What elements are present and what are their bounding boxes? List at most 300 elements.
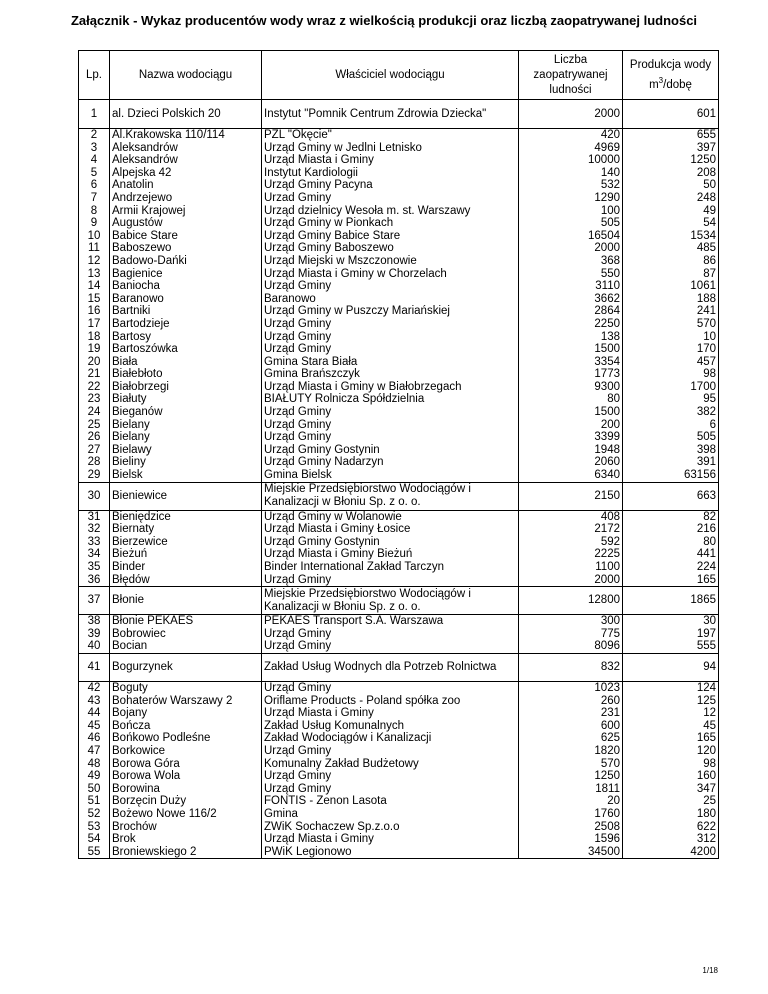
cell-name: Błonie bbox=[110, 587, 262, 615]
cell-lp: 12 bbox=[79, 255, 110, 268]
table-row bbox=[79, 368, 719, 381]
table-row bbox=[79, 456, 719, 469]
cell-name: Baniocha bbox=[110, 280, 262, 293]
cell-name: Boguty bbox=[110, 681, 262, 694]
cell-owner: Urząd Miasta i Gminy w Białobrzegach bbox=[262, 381, 519, 394]
table-row bbox=[79, 331, 719, 344]
cell-production: 555 bbox=[623, 640, 719, 653]
cell-name: Bielawy bbox=[110, 444, 262, 457]
cell-owner: Urząd Gminy Gostynin bbox=[262, 536, 519, 549]
cell-lp: 17 bbox=[79, 318, 110, 331]
cell-population: 2225 bbox=[519, 548, 623, 561]
cell-production: 165 bbox=[623, 574, 719, 587]
cell-production: 312 bbox=[623, 833, 719, 846]
cell-production: 485 bbox=[623, 242, 719, 255]
water-producers-table bbox=[78, 50, 719, 859]
cell-population: 1596 bbox=[519, 833, 623, 846]
cell-owner: Gmina Brańszczyk bbox=[262, 368, 519, 381]
cell-owner: Komunalny Zakład Budżetowy bbox=[262, 758, 519, 771]
cell-population: 550 bbox=[519, 268, 623, 281]
page-number: 1/18 bbox=[702, 966, 718, 975]
cell-lp: 51 bbox=[79, 795, 110, 808]
cell-owner: Urząd Gminy bbox=[262, 628, 519, 641]
cell-owner: Urząd Gminy bbox=[262, 406, 519, 419]
cell-name: Bagienice bbox=[110, 268, 262, 281]
cell-owner: Urząd Gminy w Wolanowie bbox=[262, 510, 519, 523]
row-group bbox=[79, 615, 719, 654]
cell-owner: Urząd Miasta i Gminy bbox=[262, 707, 519, 720]
cell-population: 3110 bbox=[519, 280, 623, 293]
cell-production: 82 bbox=[623, 510, 719, 523]
table-row bbox=[79, 846, 719, 859]
cell-population: 2000 bbox=[519, 100, 623, 129]
cell-owner: Urząd Miasta i Gminy bbox=[262, 154, 519, 167]
cell-lp: 26 bbox=[79, 431, 110, 444]
cell-production: 12 bbox=[623, 707, 719, 720]
cell-population: 231 bbox=[519, 707, 623, 720]
cell-owner: Urząd Gminy bbox=[262, 770, 519, 783]
cell-owner: Urząd Miasta i Gminy Łosice bbox=[262, 523, 519, 536]
cell-name: Baranowo bbox=[110, 293, 262, 306]
table-row bbox=[79, 681, 719, 694]
cell-owner: Urząd Gminy Pacyna bbox=[262, 179, 519, 192]
cell-lp: 48 bbox=[79, 758, 110, 771]
row-group bbox=[79, 653, 719, 681]
cell-population: 2508 bbox=[519, 821, 623, 834]
header-population: Liczba zaopatrywanej ludności bbox=[519, 51, 623, 100]
cell-owner: Miejskie Przedsiębiorstwo Wodociągów i Kanalizacji w Błoniu Sp. z o. o. bbox=[262, 587, 519, 615]
cell-lp: 44 bbox=[79, 707, 110, 720]
cell-name: Borzęcin Duży bbox=[110, 795, 262, 808]
cell-name: al. Dzieci Polskich 20 bbox=[110, 100, 262, 129]
cell-production: 165 bbox=[623, 732, 719, 745]
table-row bbox=[79, 343, 719, 356]
cell-production: 1700 bbox=[623, 381, 719, 394]
cell-production: 382 bbox=[623, 406, 719, 419]
cell-name: Bożewo Nowe 116/2 bbox=[110, 808, 262, 821]
cell-production: 1534 bbox=[623, 230, 719, 243]
cell-production: 397 bbox=[623, 142, 719, 155]
cell-name: Bielsk bbox=[110, 469, 262, 482]
cell-production: 10 bbox=[623, 331, 719, 344]
header-name: Nazwa wodociągu bbox=[110, 51, 262, 100]
cell-production: 347 bbox=[623, 783, 719, 796]
cell-owner: Instytut "Pomnik Centrum Zdrowia Dziecka" bbox=[262, 100, 519, 129]
cell-lp: 49 bbox=[79, 770, 110, 783]
cell-production: 216 bbox=[623, 523, 719, 536]
cell-production: 98 bbox=[623, 368, 719, 381]
table-row bbox=[79, 745, 719, 758]
cell-lp: 55 bbox=[79, 846, 110, 859]
cell-lp: 29 bbox=[79, 469, 110, 482]
cell-population: 1500 bbox=[519, 406, 623, 419]
cell-lp: 43 bbox=[79, 695, 110, 708]
cell-population: 1250 bbox=[519, 770, 623, 783]
cell-production: 95 bbox=[623, 393, 719, 406]
cell-population: 2172 bbox=[519, 523, 623, 536]
header-lp: Lp. bbox=[79, 51, 110, 100]
cell-lp: 6 bbox=[79, 179, 110, 192]
cell-owner: Urząd Gminy bbox=[262, 431, 519, 444]
table-row bbox=[79, 469, 719, 482]
cell-owner: Urząd Gminy Babice Stare bbox=[262, 230, 519, 243]
cell-population: 138 bbox=[519, 331, 623, 344]
table-row bbox=[79, 628, 719, 641]
cell-population: 3399 bbox=[519, 431, 623, 444]
table-row bbox=[79, 100, 719, 129]
cell-name: Bohaterów Warszawy 2 bbox=[110, 695, 262, 708]
cell-lp: 40 bbox=[79, 640, 110, 653]
cell-lp: 36 bbox=[79, 574, 110, 587]
cell-population: 300 bbox=[519, 615, 623, 628]
cell-population: 592 bbox=[519, 536, 623, 549]
cell-lp: 38 bbox=[79, 615, 110, 628]
table-row bbox=[79, 770, 719, 783]
cell-name: Bońkowo Podleśne bbox=[110, 732, 262, 745]
cell-lp: 21 bbox=[79, 368, 110, 381]
table-row bbox=[79, 431, 719, 444]
cell-population: 3354 bbox=[519, 356, 623, 369]
cell-name: Bartosy bbox=[110, 331, 262, 344]
cell-owner: Urząd Gminy Gostynin bbox=[262, 444, 519, 457]
table-row bbox=[79, 305, 719, 318]
cell-population: 1023 bbox=[519, 681, 623, 694]
table-row bbox=[79, 356, 719, 369]
cell-name: Bieganów bbox=[110, 406, 262, 419]
page-title: Załącznik - Wykaz producentów wody wraz z wielkością produkcji oraz liczbą zaopatrywanej ludności bbox=[70, 13, 698, 28]
cell-lp: 39 bbox=[79, 628, 110, 641]
cell-lp: 4 bbox=[79, 154, 110, 167]
cell-production: 1250 bbox=[623, 154, 719, 167]
cell-owner: Urząd Gminy bbox=[262, 280, 519, 293]
cell-production: 54 bbox=[623, 217, 719, 230]
table-row bbox=[79, 142, 719, 155]
cell-name: Borowina bbox=[110, 783, 262, 796]
cell-lp: 9 bbox=[79, 217, 110, 230]
cell-production: 50 bbox=[623, 179, 719, 192]
cell-owner: Urząd Gminy Baboszewo bbox=[262, 242, 519, 255]
cell-name: Białobrzegi bbox=[110, 381, 262, 394]
cell-lp: 10 bbox=[79, 230, 110, 243]
cell-owner: Urząd Gminy Nadarzyn bbox=[262, 456, 519, 469]
cell-name: Bieniędzice bbox=[110, 510, 262, 523]
cell-production: 98 bbox=[623, 758, 719, 771]
cell-production: 125 bbox=[623, 695, 719, 708]
cell-owner: Urząd Gminy w Jedlni Letnisko bbox=[262, 142, 519, 155]
cell-population: 2150 bbox=[519, 482, 623, 510]
cell-name: Bieniewice bbox=[110, 482, 262, 510]
cell-production: 25 bbox=[623, 795, 719, 808]
cell-population: 140 bbox=[519, 167, 623, 180]
table-row bbox=[79, 419, 719, 432]
table-row bbox=[79, 230, 719, 243]
cell-population: 2000 bbox=[519, 242, 623, 255]
cell-owner: Zakład Wodociągów i Kanalizacji bbox=[262, 732, 519, 745]
cell-name: Bogurzynek bbox=[110, 653, 262, 681]
table-row bbox=[79, 561, 719, 574]
cell-owner: Urzad Gminy bbox=[262, 192, 519, 205]
table-row bbox=[79, 783, 719, 796]
cell-production: 188 bbox=[623, 293, 719, 306]
cell-production: 663 bbox=[623, 482, 719, 510]
cell-production: 160 bbox=[623, 770, 719, 783]
cell-name: Bierzewice bbox=[110, 536, 262, 549]
cell-name: Broniewskiego 2 bbox=[110, 846, 262, 859]
table-row bbox=[79, 154, 719, 167]
table-row bbox=[79, 205, 719, 218]
cell-lp: 20 bbox=[79, 356, 110, 369]
cell-population: 505 bbox=[519, 217, 623, 230]
table-row bbox=[79, 406, 719, 419]
cell-lp: 25 bbox=[79, 419, 110, 432]
cell-lp: 11 bbox=[79, 242, 110, 255]
cell-population: 12800 bbox=[519, 587, 623, 615]
cell-lp: 5 bbox=[79, 167, 110, 180]
cell-population: 1820 bbox=[519, 745, 623, 758]
cell-name: Biała bbox=[110, 356, 262, 369]
cell-population: 2000 bbox=[519, 574, 623, 587]
cell-population: 1290 bbox=[519, 192, 623, 205]
cell-lp: 13 bbox=[79, 268, 110, 281]
table-row bbox=[79, 179, 719, 192]
row-group bbox=[79, 100, 719, 129]
cell-name: Bończa bbox=[110, 720, 262, 733]
cell-population: 100 bbox=[519, 205, 623, 218]
cell-production: 30 bbox=[623, 615, 719, 628]
cell-population: 10000 bbox=[519, 154, 623, 167]
cell-name: Al.Krakowska 110/114 bbox=[110, 129, 262, 142]
table-row bbox=[79, 318, 719, 331]
cell-lp: 31 bbox=[79, 510, 110, 523]
cell-production: 87 bbox=[623, 268, 719, 281]
cell-production: 655 bbox=[623, 129, 719, 142]
table-row bbox=[79, 523, 719, 536]
cell-lp: 1 bbox=[79, 100, 110, 129]
cell-owner: Urząd Gminy bbox=[262, 640, 519, 653]
table-row bbox=[79, 587, 719, 615]
table-row bbox=[79, 695, 719, 708]
cell-name: Bocian bbox=[110, 640, 262, 653]
cell-population: 1760 bbox=[519, 808, 623, 821]
table-row bbox=[79, 653, 719, 681]
cell-lp: 46 bbox=[79, 732, 110, 745]
cell-lp: 52 bbox=[79, 808, 110, 821]
cell-owner: Urząd Miasta i Gminy Bieżuń bbox=[262, 548, 519, 561]
table-row bbox=[79, 255, 719, 268]
cell-production: 248 bbox=[623, 192, 719, 205]
cell-name: Anatolin bbox=[110, 179, 262, 192]
cell-population: 20 bbox=[519, 795, 623, 808]
cell-population: 532 bbox=[519, 179, 623, 192]
cell-population: 832 bbox=[519, 653, 623, 681]
table-row bbox=[79, 720, 719, 733]
cell-production: 6 bbox=[623, 419, 719, 432]
table-row bbox=[79, 615, 719, 628]
table-row bbox=[79, 217, 719, 230]
cell-population: 2864 bbox=[519, 305, 623, 318]
row-group bbox=[79, 681, 719, 858]
cell-name: Błonie PEKAES bbox=[110, 615, 262, 628]
cell-owner: Urząd Miejski w Mszczonowie bbox=[262, 255, 519, 268]
header-production-sup: 3 bbox=[658, 75, 664, 85]
cell-owner: Urząd Gminy bbox=[262, 331, 519, 344]
cell-name: Brochów bbox=[110, 821, 262, 834]
cell-lp: 47 bbox=[79, 745, 110, 758]
cell-population: 6340 bbox=[519, 469, 623, 482]
cell-lp: 7 bbox=[79, 192, 110, 205]
cell-lp: 2 bbox=[79, 129, 110, 142]
table-row bbox=[79, 268, 719, 281]
cell-name: Bieżuń bbox=[110, 548, 262, 561]
cell-lp: 34 bbox=[79, 548, 110, 561]
cell-population: 260 bbox=[519, 695, 623, 708]
cell-population: 2250 bbox=[519, 318, 623, 331]
cell-population: 34500 bbox=[519, 846, 623, 859]
cell-lp: 32 bbox=[79, 523, 110, 536]
cell-population: 408 bbox=[519, 510, 623, 523]
cell-lp: 27 bbox=[79, 444, 110, 457]
cell-population: 368 bbox=[519, 255, 623, 268]
cell-production: 208 bbox=[623, 167, 719, 180]
cell-owner: PZL "Okęcie" bbox=[262, 129, 519, 142]
cell-lp: 15 bbox=[79, 293, 110, 306]
cell-lp: 22 bbox=[79, 381, 110, 394]
cell-production: 170 bbox=[623, 343, 719, 356]
cell-population: 9300 bbox=[519, 381, 623, 394]
cell-production: 1865 bbox=[623, 587, 719, 615]
cell-production: 80 bbox=[623, 536, 719, 549]
cell-owner: Miejskie Przedsiębiorstwo Wodociągów i Kanalizacji w Błoniu Sp. z o. o. bbox=[262, 482, 519, 510]
row-group bbox=[79, 587, 719, 615]
cell-name: Andrzejewo bbox=[110, 192, 262, 205]
cell-name: Bartoszówka bbox=[110, 343, 262, 356]
cell-production: 94 bbox=[623, 653, 719, 681]
cell-owner: Zakład Usług Komunalnych bbox=[262, 720, 519, 733]
cell-population: 3662 bbox=[519, 293, 623, 306]
table-row bbox=[79, 444, 719, 457]
cell-owner: Urząd Gminy bbox=[262, 318, 519, 331]
row-group bbox=[79, 482, 719, 510]
table-row bbox=[79, 833, 719, 846]
table-row bbox=[79, 795, 719, 808]
cell-lp: 50 bbox=[79, 783, 110, 796]
cell-lp: 42 bbox=[79, 681, 110, 694]
cell-production: 505 bbox=[623, 431, 719, 444]
cell-population: 1811 bbox=[519, 783, 623, 796]
cell-name: Białuty bbox=[110, 393, 262, 406]
cell-production: 45 bbox=[623, 720, 719, 733]
cell-name: Babice Stare bbox=[110, 230, 262, 243]
cell-owner: FONTIS - Zenon Lasota bbox=[262, 795, 519, 808]
cell-owner: Urząd Gminy w Pionkach bbox=[262, 217, 519, 230]
cell-production: 63156 bbox=[623, 469, 719, 482]
header-owner: Właściciel wodociągu bbox=[262, 51, 519, 100]
cell-owner: Gmina bbox=[262, 808, 519, 821]
cell-production: 197 bbox=[623, 628, 719, 641]
cell-name: Bobrowiec bbox=[110, 628, 262, 641]
cell-owner: Urząd Miasta i Gminy bbox=[262, 833, 519, 846]
cell-lp: 16 bbox=[79, 305, 110, 318]
cell-owner: Urząd Gminy bbox=[262, 419, 519, 432]
cell-production: 622 bbox=[623, 821, 719, 834]
cell-owner: Urząd Gminy bbox=[262, 745, 519, 758]
table-row bbox=[79, 707, 719, 720]
cell-production: 398 bbox=[623, 444, 719, 457]
cell-production: 601 bbox=[623, 100, 719, 129]
cell-owner: Oriflame Products - Poland spółka zoo bbox=[262, 695, 519, 708]
table-row bbox=[79, 758, 719, 771]
table-row bbox=[79, 732, 719, 745]
table-row bbox=[79, 192, 719, 205]
cell-population: 8096 bbox=[519, 640, 623, 653]
table-row bbox=[79, 482, 719, 510]
cell-owner: Baranowo bbox=[262, 293, 519, 306]
cell-production: 441 bbox=[623, 548, 719, 561]
table-row bbox=[79, 242, 719, 255]
cell-lp: 41 bbox=[79, 653, 110, 681]
cell-population: 570 bbox=[519, 758, 623, 771]
cell-lp: 37 bbox=[79, 587, 110, 615]
header-production-unit: /dobę bbox=[663, 78, 692, 91]
cell-population: 1773 bbox=[519, 368, 623, 381]
cell-lp: 3 bbox=[79, 142, 110, 155]
cell-owner: PWiK Legionowo bbox=[262, 846, 519, 859]
cell-lp: 19 bbox=[79, 343, 110, 356]
cell-lp: 28 bbox=[79, 456, 110, 469]
table-row bbox=[79, 381, 719, 394]
cell-name: Bieliny bbox=[110, 456, 262, 469]
cell-owner: Urząd Miasta i Gminy w Chorzelach bbox=[262, 268, 519, 281]
cell-name: Bielany bbox=[110, 431, 262, 444]
cell-owner: Binder International Zakład Tarczyn bbox=[262, 561, 519, 574]
cell-production: 457 bbox=[623, 356, 719, 369]
row-group bbox=[79, 510, 719, 587]
cell-population: 4969 bbox=[519, 142, 623, 155]
cell-owner: Gmina Stara Biała bbox=[262, 356, 519, 369]
table-row bbox=[79, 548, 719, 561]
table-row bbox=[79, 574, 719, 587]
cell-lp: 23 bbox=[79, 393, 110, 406]
cell-population: 625 bbox=[519, 732, 623, 745]
cell-name: Bartniki bbox=[110, 305, 262, 318]
cell-name: Aleksandrów bbox=[110, 142, 262, 155]
cell-production: 124 bbox=[623, 681, 719, 694]
row-group bbox=[79, 129, 719, 483]
cell-name: Bartodzieje bbox=[110, 318, 262, 331]
cell-production: 391 bbox=[623, 456, 719, 469]
cell-lp: 45 bbox=[79, 720, 110, 733]
cell-name: Biernaty bbox=[110, 523, 262, 536]
cell-owner: Zakład Usług Wodnych dla Potrzeb Rolnictwa bbox=[262, 653, 519, 681]
table-row bbox=[79, 640, 719, 653]
header-production bbox=[623, 51, 719, 100]
cell-owner: BIAŁUTY Rolnicza Spółdzielnia bbox=[262, 393, 519, 406]
cell-name: Armii Krajowej bbox=[110, 205, 262, 218]
cell-population: 1100 bbox=[519, 561, 623, 574]
cell-population: 16504 bbox=[519, 230, 623, 243]
cell-name: Błędów bbox=[110, 574, 262, 587]
cell-lp: 14 bbox=[79, 280, 110, 293]
cell-name: Białebłoto bbox=[110, 368, 262, 381]
cell-lp: 18 bbox=[79, 331, 110, 344]
cell-name: Baboszewo bbox=[110, 242, 262, 255]
cell-owner: Urząd Gminy bbox=[262, 343, 519, 356]
table-row bbox=[79, 293, 719, 306]
cell-name: Brok bbox=[110, 833, 262, 846]
cell-production: 1061 bbox=[623, 280, 719, 293]
cell-name: Borowa Góra bbox=[110, 758, 262, 771]
cell-name: Bielany bbox=[110, 419, 262, 432]
